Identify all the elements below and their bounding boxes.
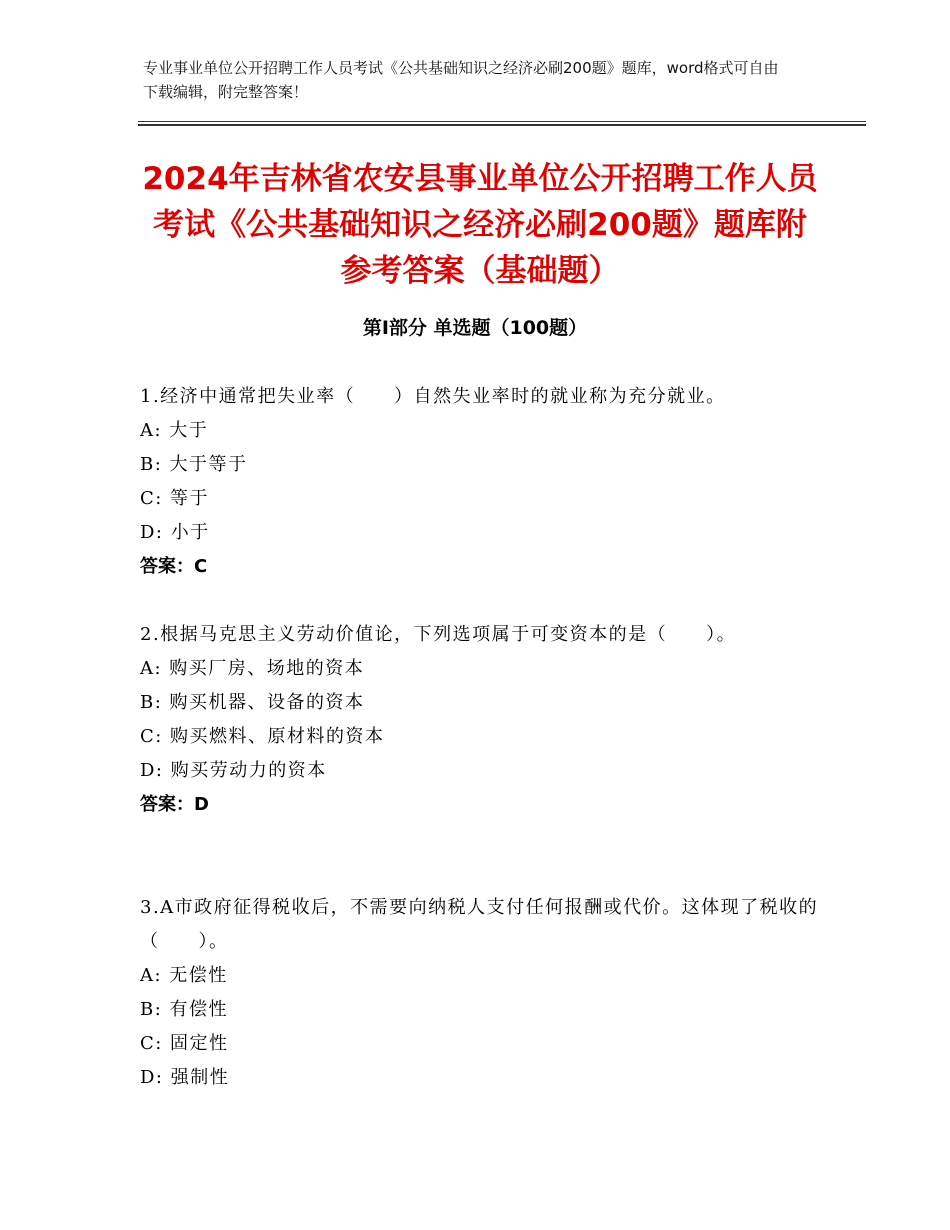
section-title: 第Ⅰ部分 单选题（100题） xyxy=(362,317,588,339)
option-c: C: 购买燃料、原材料的资本 xyxy=(140,726,385,747)
option-a: A: 购买厂房、场地的资本 xyxy=(140,658,365,679)
question-stem: 1.经济中通常把失业率（ ）自然失业率时的就业称为充分就业。 xyxy=(140,386,726,407)
option-d: D: 强制性 xyxy=(140,1067,230,1088)
header-note: 专业事业单位公开招聘工作人员考试《公共基础知识之经济必刷200题》题库，word格式可自由下载编辑，附完整答案！ xyxy=(143,59,779,101)
option-c: C: 等于 xyxy=(140,488,210,509)
option-d: D: 小于 xyxy=(140,522,210,543)
option-c: C: 固定性 xyxy=(140,1033,229,1054)
option-b: B: 有偿性 xyxy=(140,999,229,1020)
option-b: B: 大于等于 xyxy=(140,454,248,475)
option-a: A: 大于 xyxy=(140,420,209,441)
answer: 答案：D xyxy=(140,794,209,815)
document-title: 2024年吉林省农安县事业单位公开招聘工作人员考试《公共基础知识之经济必刷200题》题库附参考答案（基础题） xyxy=(142,161,818,289)
option-d: D: 购买劳动力的资本 xyxy=(140,760,327,781)
option-b: B: 购买机器、设备的资本 xyxy=(140,692,365,713)
question-stem: 3.A市政府征得税收后，不需要向纳税人支付任何报酬或代价。这体现了税收的（ ）。 xyxy=(140,897,819,952)
option-a: A: 无偿性 xyxy=(140,965,228,986)
question-stem: 2.根据马克思主义劳动价值论，下列选项属于可变资本的是（ ）。 xyxy=(140,624,737,645)
answer: 答案：C xyxy=(140,556,208,577)
question-3 xyxy=(140,891,820,1095)
header-divider xyxy=(138,121,866,126)
question-2 xyxy=(140,618,820,822)
question-1 xyxy=(140,380,820,584)
